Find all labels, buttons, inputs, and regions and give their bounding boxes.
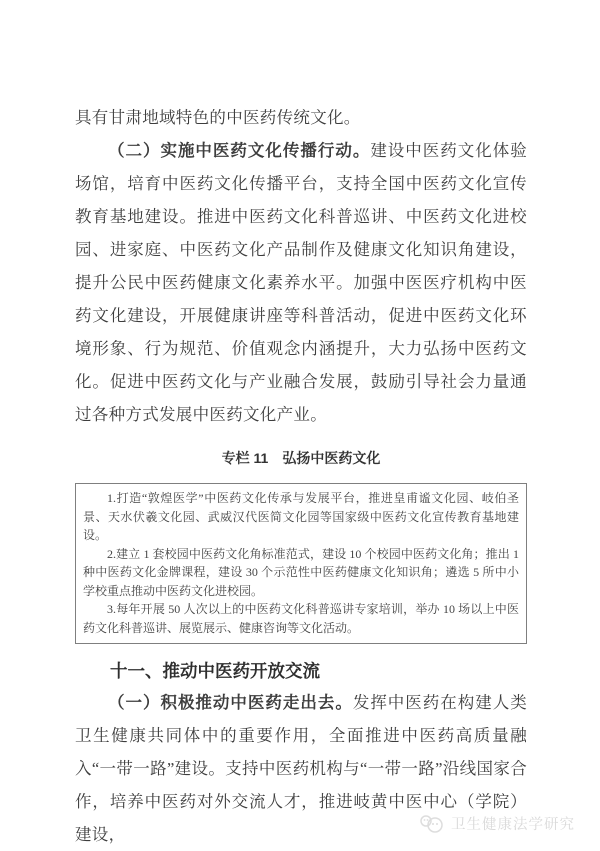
paragraph-culture-dissemination [75, 134, 527, 431]
column-box [75, 483, 527, 644]
section-heading: 十一、推动中医药开放交流 [110, 661, 320, 681]
column-box-item-2: 2.建立 1 套校园中医药文化角标准范式，建设 10 个校园中医药文化角；推出 1 种中医药文化金牌课程，建设 30 个示范性中医药健康文化知识角；遴选 5 所中小学校重点推动中医药文化进校园。 [83, 546, 519, 598]
watermark-logo-icon [418, 812, 446, 834]
paragraph-continuation: 具有甘肃地域特色的中医药传统文化。 [75, 108, 361, 127]
watermark-text: 卫生健康法学研究 [451, 816, 575, 833]
paragraph-lead-bold: （二）实施中医药文化传播行动。 [108, 141, 371, 160]
column-box-title: 专栏 11 弘扬中医药文化 [221, 450, 381, 466]
watermark [418, 812, 575, 834]
column-box-item-1: 1.打造“敦煌医学”中医药文化传承与发展平台，推进皇甫谧文化园、岐伯圣景、天水伏羲文化园、武威汉代医简文化园等国家级中医药文化宣传教育基地建设。 [83, 491, 519, 542]
column-box-item-3: 3.每年开展 50 人次以上的中医药文化科普巡讲专家培训，举办 10 场以上中医药文化科普巡讲、展览展示、健康咨询等文化活动。 [83, 602, 519, 635]
paragraph-text: 建设中医药文化体验场馆，培育中医药文化传播平台，支持全国中医药文化宣传教育基地建设。推进中医药文化科普巡讲、中医药文化进校园、进家庭、中医药文化产品制作及健康文化知识角建设，提升公民中医药健康文化素养水平。加强中医医疗机构中医药文化建设，开展健康讲座等科普活动，促进中医药文化环境形象、行为规范、价值观念内涵提升，大力弘扬中医药文化。促进中医药文化与产业融合发展，鼓励引导社会力量通过各种方式发展中医药文化产业。 [75, 141, 528, 424]
paragraph-text: 发挥中医药在构建人类卫生健康共同体中的重要作用，全面推进中医药高质量融入“一带一路”建设。支持中医药机构与“一带一路”沿线国家合作，培养中医药对外交流人才，推进岐黄中医中心（学院）建设， [75, 693, 528, 844]
paragraph-lead-bold: （一）积极推动中医药走出去。 [108, 693, 353, 712]
